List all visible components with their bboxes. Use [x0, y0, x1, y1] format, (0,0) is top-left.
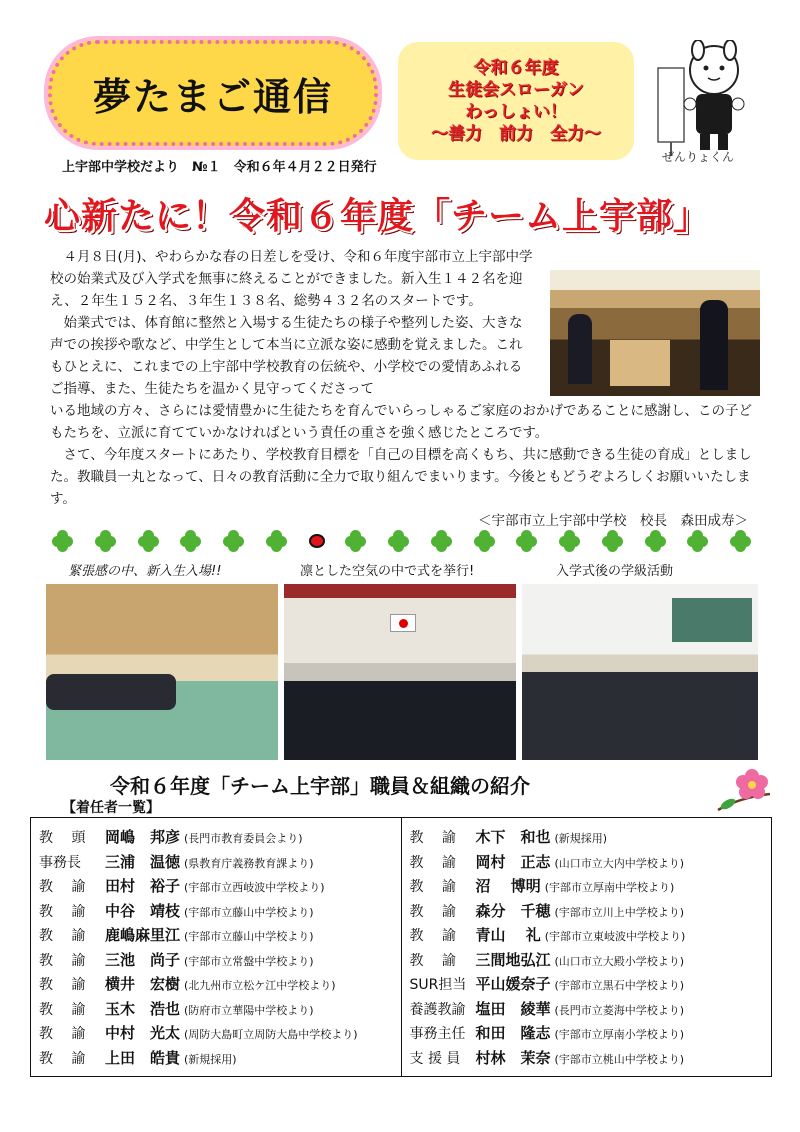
staff-row [410, 998, 772, 1023]
staff-row [410, 949, 772, 974]
staff-origin: (宇部市立西岐波中学校より) [184, 881, 325, 894]
newsletter-title-box [48, 40, 378, 146]
staff-origin: (周防大島町立周防大島中学校より) [184, 1028, 358, 1041]
staff-row [39, 875, 401, 900]
staff-name: 三間地弘江 [475, 950, 551, 969]
staff-name: 木下 和也 [475, 828, 551, 846]
clover-icon [474, 530, 496, 552]
staff-role: 教 諭 [409, 830, 456, 846]
clover-divider [52, 528, 752, 554]
staff-role: 教 頭 [39, 830, 86, 846]
staff-row [39, 900, 401, 925]
staff-row [410, 1022, 772, 1047]
slogan-line: 令和６年度 [473, 58, 559, 78]
photo-caption: 緊張感の中、新入生入場!! [68, 564, 222, 579]
staff-origin: (防府市立華陽中学校より) [184, 1003, 314, 1017]
staff-origin: (宇部市立川上中学校より) [554, 905, 685, 919]
staff-name: 青山 礼 [475, 926, 541, 944]
staff-row [39, 826, 401, 851]
staff-role: 養護教諭 [409, 1001, 466, 1018]
staff-section-title: 令和６年度「チーム上宇部」職員＆組織の紹介 [110, 774, 530, 798]
staff-origin: (山口市立大内中学校より) [554, 856, 685, 870]
staff-origin: (宇部市立桃山中学校より) [554, 1052, 685, 1066]
staff-role: 事務主任 [409, 1026, 466, 1042]
staff-role: 教 諭 [409, 928, 456, 944]
staff-role: SUR担当 [409, 977, 467, 993]
staff-row [39, 973, 401, 998]
clover-icon [180, 530, 202, 552]
staff-row [410, 875, 772, 900]
article-paragraph: ４月８日(月)、やわらかな春の日差しを受け、令和６年度宇部市立上宇部中学校の始業式及び入学式を無事に終えることができました。新入生１４２名を迎え、２年生１５２名、３年生１３８名、総勢４３２名のスタートです。 [50, 249, 533, 309]
slogan-box [398, 42, 634, 160]
slogan-line: 〜善力 前力 全力〜 [431, 124, 601, 144]
staff-name: 玉木 浩也 [105, 999, 181, 1018]
ladybug-icon [309, 534, 325, 548]
staff-role: 教 諭 [39, 1050, 86, 1067]
article-paragraph: いる地域の方々、さらには愛情豊かに生徒たちを育んでいらっしゃるご家庭のおかげであることに感謝し、この子どもたちを、立派に育てていかなければという責任の重さを強く感じたところです。 [50, 403, 752, 441]
clover-icon [95, 530, 117, 552]
staff-role: 教 諭 [39, 879, 86, 895]
classroom-photo [522, 584, 758, 760]
staff-row [410, 924, 772, 949]
clover-icon [52, 530, 74, 552]
slogan-line: 生徒会スローガン [448, 80, 584, 100]
article-signature: ＜宇部市立上宇部中学校 校長 森田成寿＞ [478, 513, 748, 529]
staff-list-label: 【着任者一覧】 [62, 800, 160, 816]
photo-caption: 凛とした空気の中で式を挙行! [300, 564, 475, 579]
staff-origin: (宇部市立藤山中学校より) [184, 930, 314, 943]
staff-row [39, 924, 401, 949]
staff-role: 事務長 [39, 854, 81, 871]
staff-name: 三池 尚子 [105, 950, 181, 969]
staff-name: 塩田 綾華 [475, 999, 551, 1018]
article-paragraph: 始業式では、体育館に整然と入場する生徒たちの様子や整列した姿、大きな声での挨拶や歌など、中学生として本当に立派な姿に感動を覚えました。これもひとえに、これまでの上宇部中学校教育の伝統や、小学校での愛情あふれるご指導、また、生徒たちを温かく見守ってくださって [50, 315, 523, 397]
staff-row [39, 851, 401, 876]
staff-role: 教 諭 [39, 1026, 86, 1042]
mascot-name: ぜんりょくん [662, 150, 735, 164]
staff-name: 上田 皓貴 [105, 1048, 181, 1067]
staff-origin: (新規採用) [184, 1052, 237, 1066]
staff-role: 教 諭 [409, 903, 456, 920]
article-paragraph: さて、今年度スタートにあたり、学校教育目標を「自己の目標を高くもち、共に感動できる生徒の育成」としました。教職員一丸となって、日々の教育活動に全力で取り組んでまいります。今後ともどうぞよろしくお願いいたします。 [50, 447, 752, 507]
staff-name: 岡村 正志 [475, 852, 551, 871]
staff-name: 鹿嶋麻里江 [105, 926, 181, 944]
principal-article [50, 246, 760, 532]
staff-name: 田村 裕子 [105, 877, 181, 895]
staff-row [410, 826, 772, 851]
staff-row [410, 1047, 772, 1072]
mascot-illustration [650, 40, 760, 160]
staff-role: 教 諭 [39, 1001, 86, 1018]
staff-name: 岡嶋 邦彦 [105, 828, 181, 846]
issue-info: 上宇部中学校だより №１ 令和６年４月２２日発行 [62, 160, 377, 175]
staff-origin: (宇部市立常盤中学校より) [184, 954, 314, 968]
staff-role: 教 諭 [39, 977, 86, 993]
clover-icon [345, 530, 367, 552]
staff-name: 和田 隆志 [475, 1024, 551, 1042]
entrance-photo [46, 584, 278, 760]
staff-row [39, 998, 401, 1023]
japan-flag-icon [390, 614, 416, 632]
staff-role: 教 諭 [39, 928, 86, 944]
staff-row [410, 900, 772, 925]
clover-icon [687, 530, 709, 552]
staff-name: 三浦 温徳 [105, 852, 181, 871]
staff-origin: (県教育庁義務教育課より) [184, 856, 314, 870]
staff-role: 教 諭 [409, 854, 456, 871]
staff-origin: (長門市立菱海中学校より) [554, 1003, 685, 1017]
staff-row [39, 1047, 401, 1072]
staff-name: 中谷 靖枝 [105, 901, 181, 920]
staff-column-right [401, 818, 772, 1076]
staff-role: 教 諭 [39, 952, 86, 969]
staff-origin: (長門市教育委員会より) [184, 832, 303, 845]
staff-role: 支 援 員 [409, 1050, 461, 1067]
clover-icon [266, 530, 288, 552]
headline: 心新たに！令和６年度「チーム上宇部」 [44, 196, 711, 237]
clover-icon [223, 530, 245, 552]
photo-crowd [46, 674, 176, 710]
staff-role: 教 諭 [409, 952, 456, 969]
staff-origin: (北九州市立松ケ江中学校より) [184, 979, 336, 992]
clover-icon [388, 530, 410, 552]
ceremony-hall-photo [284, 584, 516, 760]
staff-name: 中村 光太 [105, 1024, 181, 1042]
staff-name: 平山媛奈子 [475, 975, 551, 993]
staff-role: 教 諭 [409, 879, 456, 895]
staff-origin: (宇部市立東岐波中学校より) [544, 930, 686, 943]
staff-row [39, 1022, 401, 1047]
staff-column-left [31, 818, 401, 1076]
staff-name: 森分 千穂 [475, 901, 551, 920]
staff-origin: (山口市立大殿小学校より) [554, 954, 685, 968]
clover-icon [138, 530, 160, 552]
clover-icon [559, 530, 581, 552]
clover-icon [516, 530, 538, 552]
staff-table [30, 817, 772, 1077]
newsletter-title: 夢たまご通信 [92, 74, 333, 119]
staff-row [410, 851, 772, 876]
staff-origin: (宇部市立厚南中学校より) [544, 881, 675, 894]
clover-icon [431, 530, 453, 552]
photo-caption: 入学式後の学級活動 [556, 564, 674, 579]
flower-icon [714, 764, 774, 814]
staff-origin: (宇部市立黒石中学校より) [554, 979, 685, 992]
staff-row [410, 973, 772, 998]
staff-origin: (宇部市立厚南小学校より) [554, 1028, 685, 1041]
slogan-line: わっしょい！ [465, 102, 567, 122]
staff-row [39, 949, 401, 974]
clover-icon [730, 530, 752, 552]
staff-name: 横井 宏樹 [105, 975, 181, 993]
staff-name: 沼 博明 [475, 877, 541, 895]
staff-origin: (新規採用) [554, 832, 608, 845]
clover-icon [645, 530, 667, 552]
staff-origin: (宇部市立藤山中学校より) [184, 905, 314, 919]
article-narrow-block [50, 246, 535, 400]
staff-role: 教 諭 [39, 903, 86, 920]
clover-icon [602, 530, 624, 552]
staff-name: 村林 茉奈 [475, 1048, 551, 1067]
photo-blackboard [672, 598, 752, 642]
